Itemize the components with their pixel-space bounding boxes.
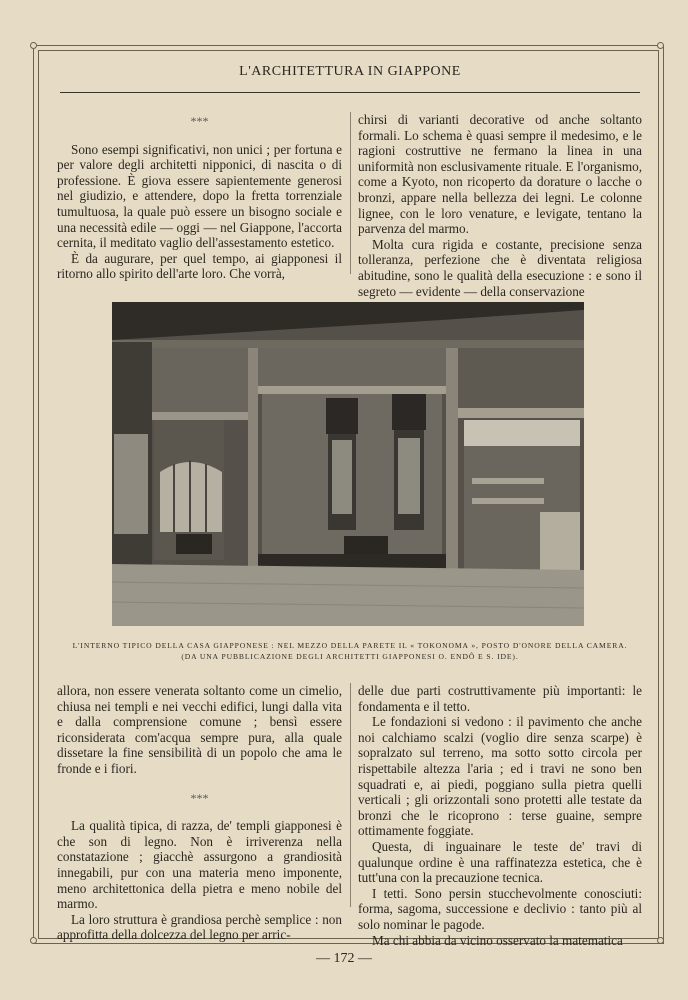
text-column-bottom-left (57, 683, 342, 943)
figure-caption (48, 640, 652, 662)
paragraph: delle due parti costruttivamente più importanti: le fondamenta e il tetto. (358, 683, 642, 714)
border-corner-ornament (657, 42, 664, 49)
column-divider-bottom (350, 683, 351, 907)
interior-photo-illustration (112, 302, 584, 626)
paragraph: Molta cura rigida e costante, precisione senza tolleranza, perfezione che è diventata religiosa abitudine, sono le qualità della esecuzione : e sono il segreto — evidente — della conservazione (358, 236, 642, 299)
text-column-top-right (358, 112, 642, 299)
paragraph: Ma chi abbia da vicino osservato la matematica (372, 932, 623, 948)
paragraph: I tetti. Sono persin stucchevolmente conosciuti: forma, sagoma, successione e declivio : tanto più al solo nominar le pagode. (358, 885, 642, 932)
text-column-top-left (57, 112, 342, 282)
caption-line: L'INTERNO TIPICO DELLA CASA GIAPPONESE : NEL MEZZO DELLA PARETE IL « TOKONOMA », POSTO D'ONORE DELLA CAMERA. (72, 641, 628, 650)
photo-japanese-interior (112, 302, 584, 626)
paragraph: Questa, di inguainare le teste de' travi di qualunque ordine è una raffinatezza estetica, che è tutt'una con la precauzione tecnica. (358, 838, 642, 886)
running-header: L'ARCHITETTURA IN GIAPPONE (239, 64, 461, 79)
text-column-bottom-right (358, 683, 642, 948)
border-corner-ornament (30, 42, 37, 49)
paragraph: È da augurare, per quel tempo, ai giapponesi il ritorno allo spirito dell'arte loro. Che vorrà, (57, 250, 342, 282)
header-rule (60, 92, 640, 93)
section-separator: *** (190, 114, 209, 128)
column-divider-top (350, 112, 351, 274)
paragraph: La qualità tipica, di razza, de' templi giapponesi è che son di legno. Non è irriverenza nella constatazione ; giacchè assurgono a grandiosità innegabili, pur con una materia meno imponente, meno architettonica della pietra e meno nobile del marmo. (57, 818, 342, 912)
paragraph: allora, non essere venerata soltanto come un cimelio, chiusa nei templi e nei vecchi edifici, lungi dalla vita e dalla comprensione comune ; bensì essere riconsiderata com'acqua sempre pura, alla quale dissetare la fine sensibilità di un popolo che ama le fronde e i fiori. (57, 683, 342, 776)
paragraph: chirsi di varianti decorative od anche soltanto formali. Lo schema è quasi sempre il medesimo, e le ragioni costruttive ne fermano la linea in una uniformità non esclusivamente rituale. E l'organismo, come a Kyoto, non ricoperto da dorature o lacche o bronzi, appare nella bellezza dei legni. Le colonne lignee, con le loro venature, e levigate, tentano la parvenza del marmo. (358, 112, 642, 237)
border-corner-ornament (30, 937, 37, 944)
paragraph: Sono esempi significativi, non unici ; per fortuna e per valore degli architetti nipponici, di nascita o di professione. È giova essere sapientemente generosi nel giudizio, e attendere, dopo la fretta torrenziale tumultuosa, la quale può essere un bisogno sociale e una necessità edile — oggi — nel Giappone, l'accorta cernita, il meditato vaglio dell'assestamento estetico. (57, 141, 342, 251)
section-separator: *** (190, 790, 209, 805)
paragraph: Le fondazioni si vedono : il pavimento che anche noi calchiamo scalzi (voglio dire senza scarpe) è sopralzato sul terreno, ma sotto sotto circola per rispettabile altezza l'aria ; ed i travi ne sono ben squadrati e, ai piedi, poggiano sulla pietra quelli verticali ; gli orizzontali sono protetti alle testate da bronzi che le ricoprono : terse guaine, sempre ottimamente foggiate. (358, 714, 642, 839)
caption-source-line: (DA UNA PUBBLICAZIONE DEGLI ARCHITETTI GIAPPONESI O. ENDÔ E S. IDE). (181, 652, 519, 661)
page-number: — 172 — (316, 951, 372, 966)
border-corner-ornament (657, 937, 664, 944)
paragraph: La loro struttura è grandiosa perchè semplice : non approfitta della dolcezza del legno per arric- (57, 911, 342, 943)
